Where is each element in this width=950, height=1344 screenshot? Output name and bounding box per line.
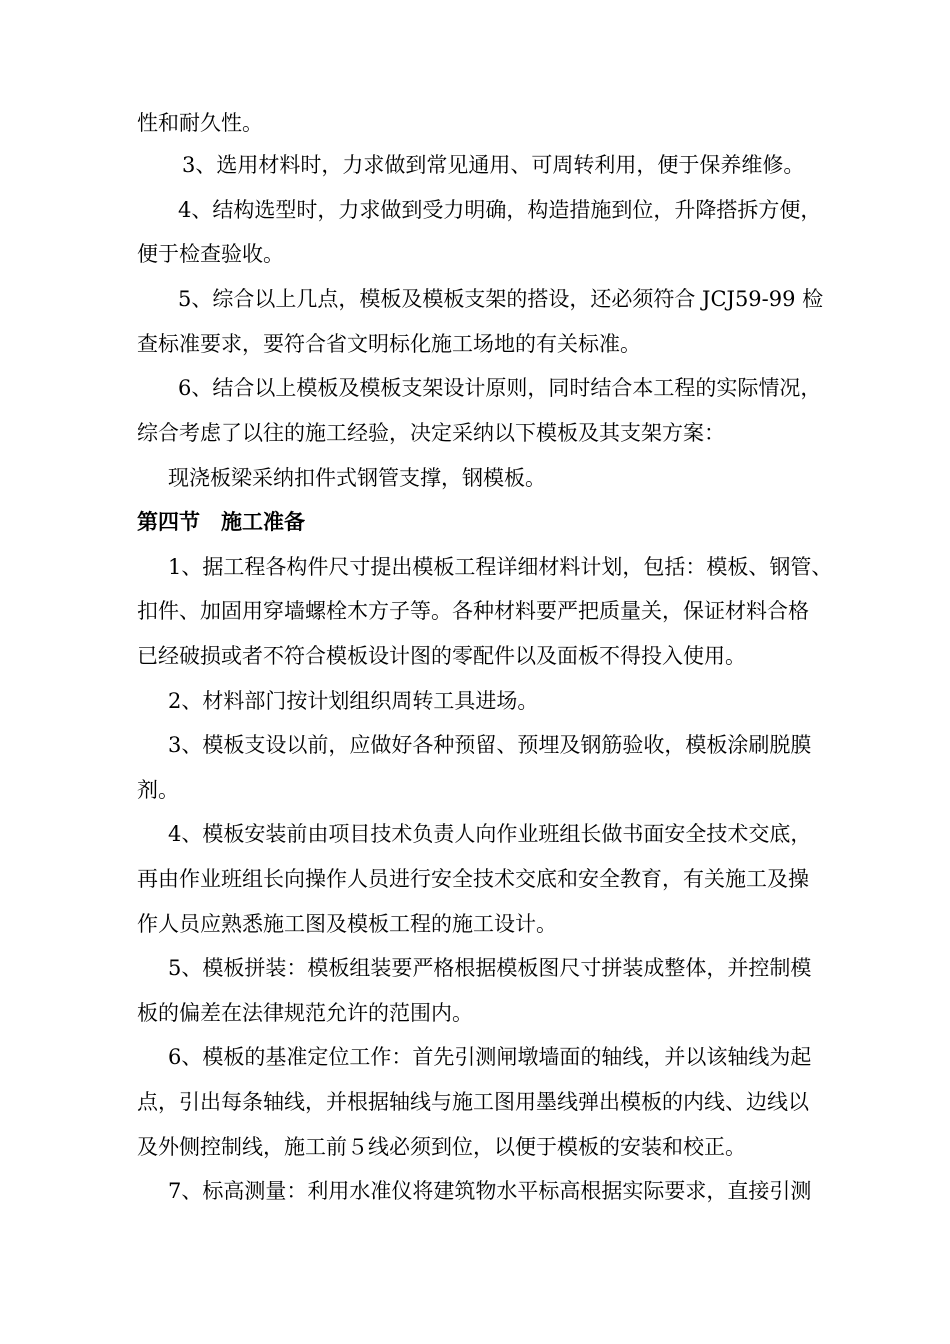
paragraph-line-12: 扣件、加固用穿墙螺栓木方子等。各种材料要严把质量关，保证材料合格 bbox=[137, 599, 809, 623]
paragraph-line-25: 7、标高测量：利用水准仪将建筑物水平标高根据实际要求，直接引测 bbox=[168, 1179, 812, 1203]
paragraph-line-19: 作人员应熟悉施工图及模板工程的施工设计。 bbox=[137, 912, 557, 936]
paragraph-line-21: 板的偏差在法律规范允许的范围内。 bbox=[137, 1001, 473, 1025]
paragraph-line-11: 1、据工程各构件尺寸提出模板工程详细材料计划，包括：模板、钢管、 bbox=[168, 555, 833, 579]
paragraph-line-2: 3、选用材料时，力求做到常见通用、可周转利用，便于保养维修。 bbox=[182, 153, 805, 177]
paragraph-line-6: 查标准要求，要符合省文明标化施工场地的有关标准。 bbox=[137, 332, 641, 356]
paragraph-line-3: 4、结构选型时，力求做到受力明确，构造措施到位，升降搭拆方便， bbox=[178, 198, 822, 222]
paragraph-line-9: 现浇板梁采纳扣件式钢管支撑，钢模板。 bbox=[168, 466, 546, 490]
paragraph-line-24: 及外侧控制线，施工前５线必须到位，以便于模板的安装和校正。 bbox=[137, 1135, 746, 1159]
paragraph-line-17: 4、模板安装前由项目技术负责人向作业班组长做书面安全技术交底， bbox=[168, 822, 812, 846]
paragraph-line-4: 便于检查验收。 bbox=[137, 242, 284, 266]
section-heading: 第四节 施工准备 bbox=[137, 510, 305, 534]
paragraph-line-22: 6、模板的基准定位工作：首先引测闸墩墙面的轴线，并以该轴线为起 bbox=[168, 1045, 812, 1069]
paragraph-line-15: 3、模板支设以前，应做好各种预留、预埋及钢筋验收，模板涂刷脱膜 bbox=[168, 733, 812, 757]
paragraph-line-23: 点，引出每条轴线，并根据轴线与施工图用墨线弹出模板的内线、边线以 bbox=[137, 1090, 809, 1114]
paragraph-line-7: 6、结合以上模板及模板支架设计原则，同时结合本工程的实际情况， bbox=[178, 376, 822, 400]
paragraph-line-13: 已经破损或者不符合模板设计图的零配件以及面板不得投入使用。 bbox=[137, 644, 746, 668]
paragraph-line-18: 再由作业班组长向操作人员进行安全技术交底和安全教育，有关施工及操 bbox=[137, 867, 809, 891]
paragraph-line-1: 性和耐久性。 bbox=[137, 111, 263, 135]
paragraph-line-5: 5、综合以上几点，模板及模板支架的搭设，还必须符合 JCJ59-99 检 bbox=[178, 287, 824, 311]
paragraph-line-20: 5、模板拼装：模板组装要严格根据模板图尺寸拼装成整体，并控制模 bbox=[168, 956, 812, 980]
paragraph-line-16: 剂。 bbox=[137, 778, 179, 802]
paragraph-line-8: 综合考虑了以往的施工经验，决定采纳以下模板及其支架方案： bbox=[137, 421, 725, 445]
paragraph-line-14: 2、材料部门按计划组织周转工具进场。 bbox=[168, 689, 539, 713]
